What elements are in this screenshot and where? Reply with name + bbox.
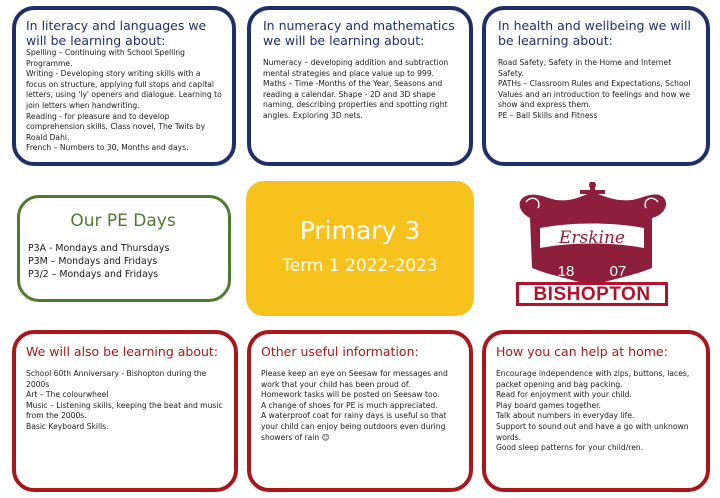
help-line: Good sleep patterns for your child/ren. (496, 443, 644, 453)
also-line: Basic Keyboard Skills. (26, 421, 109, 431)
literacy-line: Writing - Developing story writing skills with a focus on structure, applying full stops and capital letters, using 'ly' openers and dialogue. Learning to join letters when handwriting. (26, 69, 222, 110)
help-line: Play board games together. (496, 400, 601, 410)
help-line: Support to sound out and have a go with unknown words. (496, 421, 689, 442)
numeracy-card (247, 6, 473, 166)
logo-year-left: 18 (557, 263, 575, 280)
primary-title: Primary 3 (299, 216, 421, 245)
also-heading: We will also be learning about: (26, 344, 219, 359)
useful-line: A change of shoes for PE is much appreciated. (261, 400, 438, 410)
logo-year-right: 07 (609, 263, 627, 280)
logo-script-text: Erskine (558, 228, 626, 248)
numeracy-line: Numeracy – developing addition and subtraction mental strategies and place value up to 999. (263, 58, 449, 78)
also-line: School 60th Anniversary - Bishopton during the 2000s (26, 369, 207, 389)
also-learning-card (12, 330, 238, 492)
primary-term: Term 1 2022-2023 (282, 256, 438, 276)
pe-days-title: Our PE Days (70, 211, 176, 231)
literacy-line: French – Numbers to 30, Months and days. (26, 143, 189, 153)
literacy-heading: In literacy and languages we will be learning about: (26, 18, 207, 48)
help-heading: How you can help at home: (496, 344, 668, 359)
useful-line: Homework tasks will be posted on Seesaw too. (261, 390, 440, 400)
pe-days-card (17, 195, 231, 302)
logo-emblem (512, 182, 672, 286)
health-line: PE – Ball Skills and Fitness (498, 110, 598, 120)
literacy-body (26, 48, 222, 154)
primary-banner (246, 181, 474, 316)
literacy-line: Reading - for pleasure and to develop comprehension skills. Class novel, The Twits by Roald Dahl. (26, 111, 206, 142)
pe-day-line: P3A - Mondays and Thursdays (28, 243, 170, 254)
pe-day-line: P3/2 – Mondays and Fridays (28, 269, 159, 280)
also-body (26, 369, 224, 433)
useful-line: A waterproof coat for rainy days is useful so that your child can enjoy being outdoors even during showers of rain 😊 (261, 411, 447, 442)
health-body (498, 58, 696, 122)
health-heading: In health and wellbeing we will be learning about: (498, 18, 691, 48)
numeracy-line: Maths – Time -Months of the Year, Seasons and reading a calendar. Shape - 2D and 3D shape naming, describing properties and spotting right angles. Exploring 3D nets. (263, 79, 448, 120)
help-body (496, 369, 696, 454)
help-at-home-card (482, 330, 710, 492)
useful-line: Please keep an eye on Seesaw for messages and work that your child has been proud of. (261, 369, 448, 389)
useful-info-card (247, 330, 473, 492)
numeracy-body (263, 58, 459, 122)
help-line: Encourage independence with zips, buttons, laces, packet opening and bag packing. (496, 369, 690, 389)
also-line: Music – Listening skills, keeping the beat and music from the 2000s. (26, 400, 223, 421)
also-line: Art – The colourwheel (26, 390, 109, 400)
help-line: Read for enjoyment with your child. (496, 390, 632, 400)
logo-name: BISHOPTON (516, 282, 668, 306)
literacy-card (12, 6, 236, 166)
useful-heading: Other useful information: (261, 344, 419, 359)
health-line: PATHs – Classroom Rules and Expectations, School Values and an introduction to feelings and how we show and express them. (498, 79, 691, 110)
useful-body (261, 369, 459, 443)
health-line: Road Safety, Safety in the Home and Internet Safety. (498, 58, 672, 78)
pe-day-line: P3M – Mondays and Fridays (28, 256, 158, 267)
help-line: Talk about numbers in everyday life. (496, 411, 635, 421)
literacy-line: Spelling – Continuing with School Spelling Programme. (26, 48, 185, 68)
numeracy-heading: In numeracy and mathematics we will be learning about: (263, 18, 455, 48)
health-card (482, 6, 710, 166)
school-logo (512, 182, 672, 322)
